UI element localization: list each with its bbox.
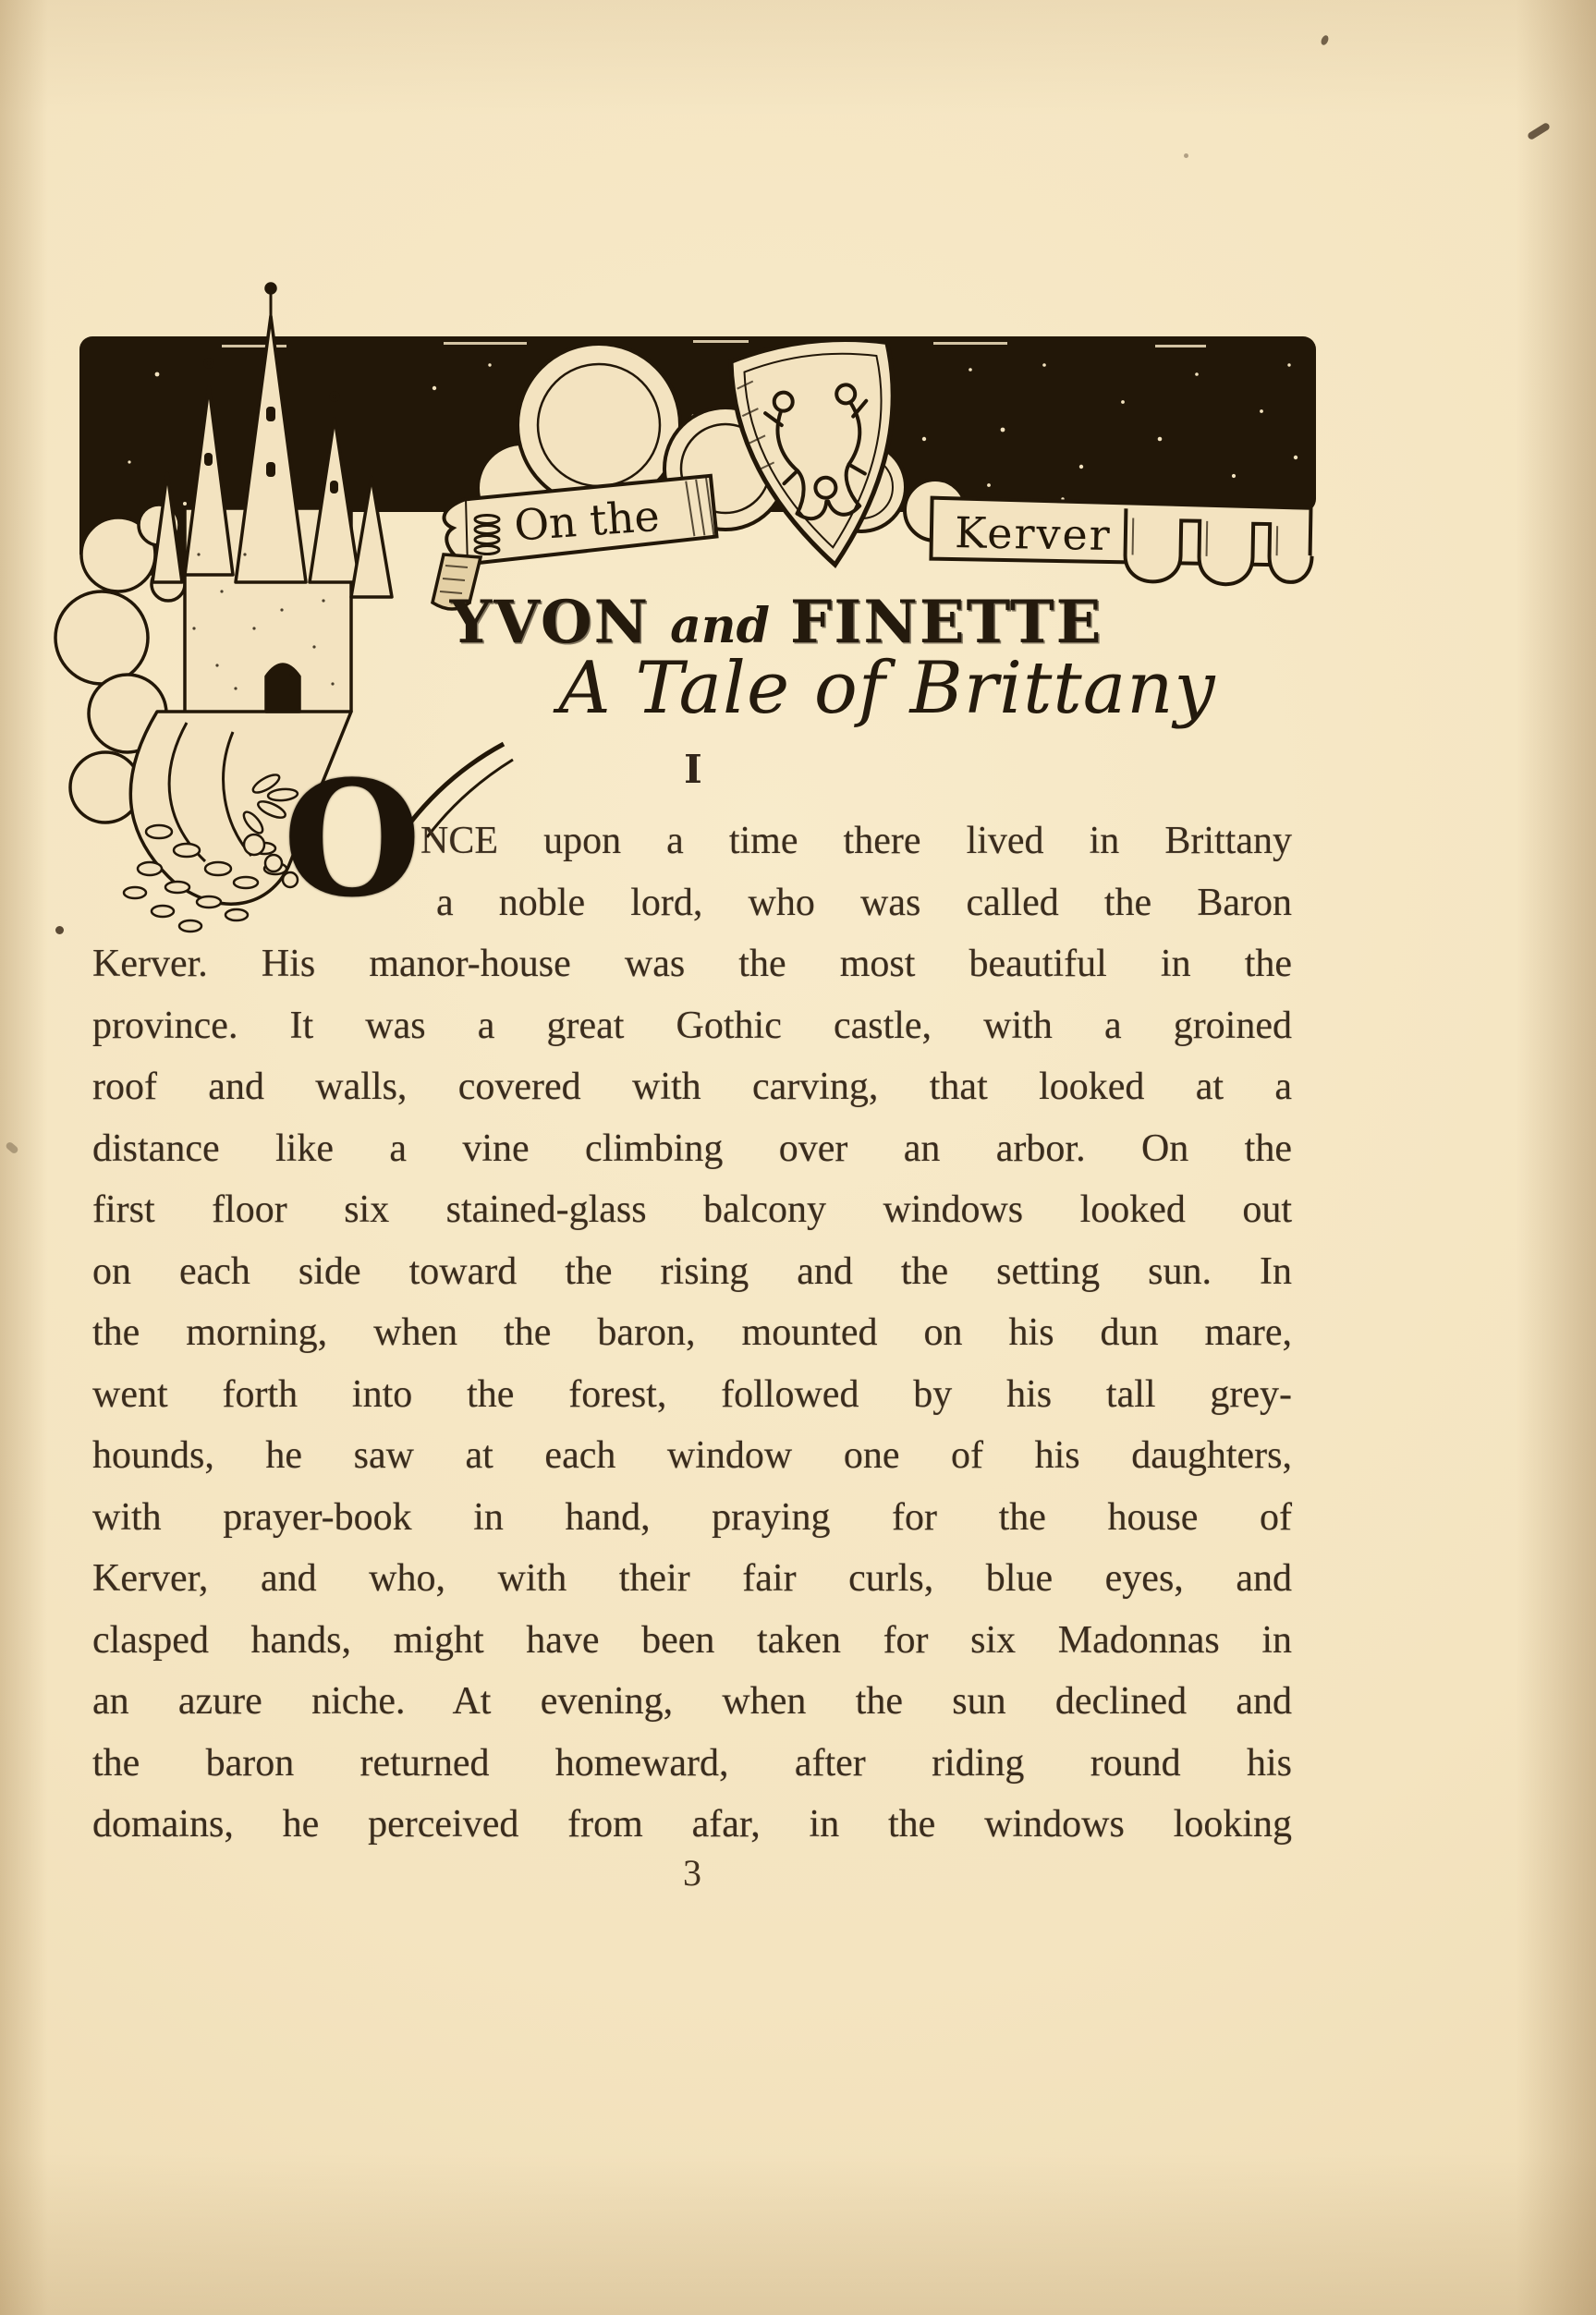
body-line: the morning, when the baron, mounted on his dun mare,: [92, 1311, 1292, 1354]
body-line: a noble lord, who was called the Baron: [436, 881, 1292, 924]
body-line: Kerver, and who, with their fair curls, blue eyes, and: [92, 1557, 1292, 1600]
title-part2: FINETTE: [789, 588, 1103, 657]
ink-speck: [1320, 34, 1330, 46]
body-line: an azure niche. At evening, when the sun declined and: [92, 1680, 1292, 1723]
page-number: 3: [683, 1852, 701, 1894]
banner-right-label: Kerver: [954, 507, 1113, 561]
body-line: domains, he perceived from afar, in the windows looking: [92, 1803, 1292, 1846]
shield-icon: [728, 332, 914, 574]
body-line: NCE upon a time there lived in Brittany: [420, 820, 1292, 862]
body-line: clasped hands, might have been taken for six Madonnas in: [92, 1618, 1292, 1662]
banner-left-label: On the: [512, 490, 662, 551]
title-subtitle: A Tale of Brittany: [558, 647, 1216, 730]
ink-speck: [1184, 153, 1188, 158]
body-line: hounds, he saw at each window one of his daughters,: [92, 1434, 1292, 1477]
ink-speck: [5, 1140, 19, 1154]
body-line: Kerver. His manor-house was the most beautiful in the: [92, 943, 1292, 985]
body-line: went forth into the forest, followed by his tall grey-: [92, 1372, 1292, 1416]
body-line: with prayer-book in hand, praying for the house of: [92, 1495, 1292, 1539]
ink-speck: [55, 926, 64, 934]
body-line: roof and walls, covered with carving, that looked at a: [92, 1066, 1292, 1108]
body-line: province. It was a great Gothic castle, with a groined: [92, 1004, 1292, 1047]
chapter-numeral: I: [684, 747, 702, 792]
body-line: first floor six stained-glass balcony windows looked out: [92, 1188, 1292, 1231]
title-conjunction: and: [670, 598, 770, 654]
drop-cap: O: [283, 745, 421, 932]
ink-speck: [1527, 122, 1551, 141]
body-line: on each side toward the rising and the setting sun. In: [92, 1249, 1292, 1293]
body-line: the baron returned homeward, after riding round his: [92, 1741, 1292, 1785]
body-line: distance like a vine climbing over an arbor. On the: [92, 1127, 1292, 1170]
paragraph: [92, 810, 1292, 1856]
title-part1: YVON: [449, 588, 651, 657]
